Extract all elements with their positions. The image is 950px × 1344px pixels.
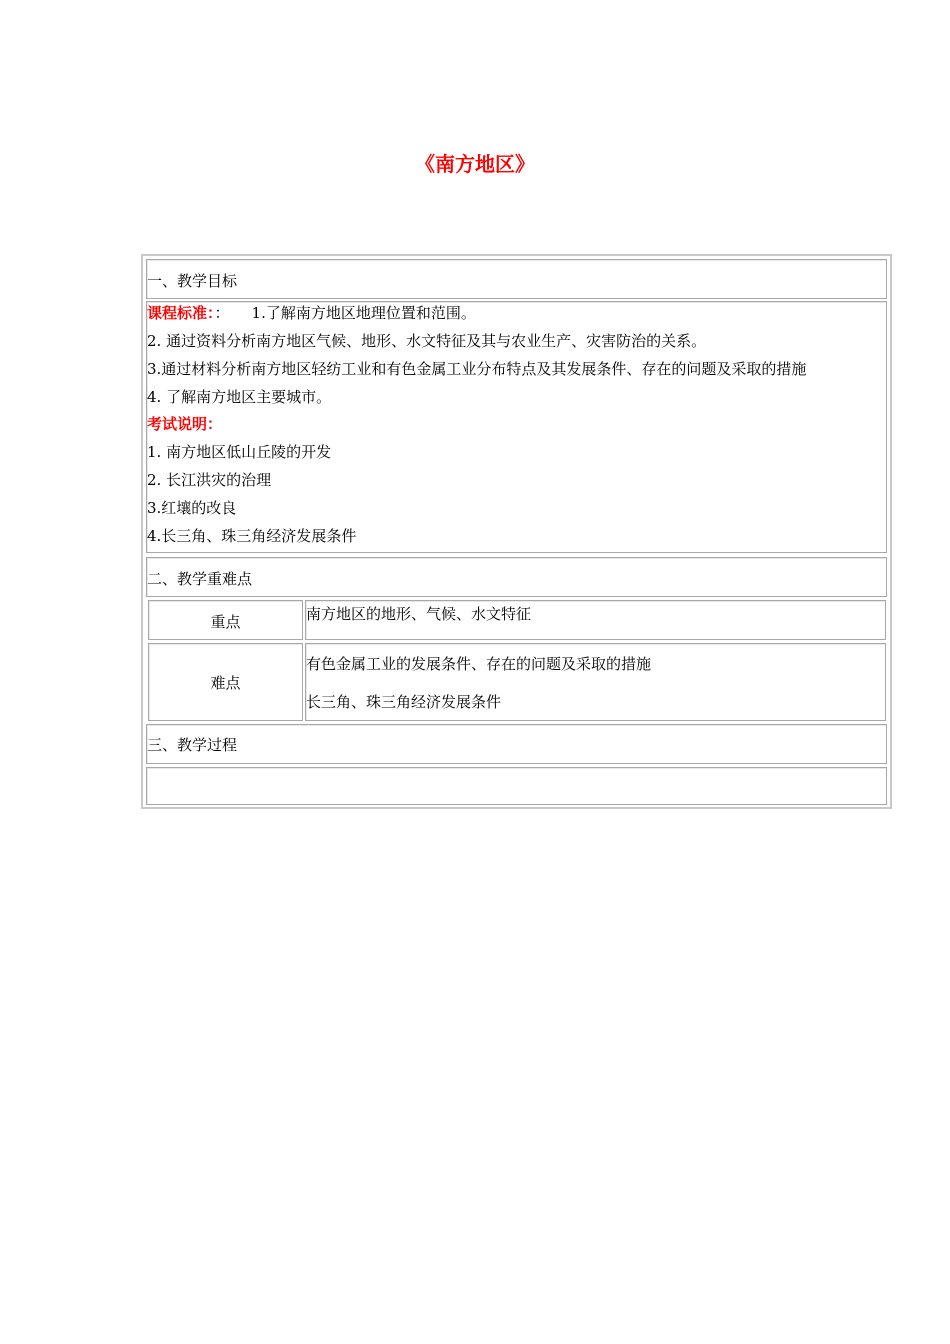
curriculum-item-1: 1.了解南方地区地理位置和范围。 [251,304,476,322]
curriculum-colon: ： [214,304,230,322]
key-point-label-cell [148,600,303,640]
section2-heading-cell [146,557,887,597]
exam-item-4: 4.长三角、珠三角经济发展条件 [147,527,357,545]
curriculum-line [147,302,476,324]
exam-item-1: 1. 南方地区低山丘陵的开发 [147,443,332,461]
exam-item-3: 3.红壤的改良 [147,499,237,517]
key-point-content-cell [305,600,886,640]
curriculum-item-3: 3.通过材料分析南方地区轻纺工业和有色金属工业分布特点及其发展条件、存在的问题及采取的措施 [147,360,807,378]
section2-heading: 二、教学重难点 [147,570,253,588]
section1-heading: 一、教学目标 [147,272,238,290]
difficult-point-label: 难点 [210,674,241,692]
difficult-point-label-cell [148,643,303,721]
difficult-point-line-2: 长三角、珠三角经济发展条件 [306,693,502,711]
difficult-point-content-cell [305,643,886,721]
key-point-content: 南方地区的地形、气候、水文特征 [306,605,532,623]
section3-heading: 三、教学过程 [147,736,238,754]
curriculum-item-4: 4. 了解南方地区主要城市。 [147,388,332,406]
section1-heading-cell [146,259,887,299]
difficult-point-line-1: 有色金属工业的发展条件、存在的问题及采取的措施 [306,655,652,673]
curriculum-label: 课程标准： [147,304,215,322]
section3-content-cell [146,767,887,805]
curriculum-item-2: 2. 通过资料分析南方地区气候、地形、水文特征及其与农业生产、灾害防治的关系。 [147,332,707,350]
document-title: 《南方地区》 [415,152,535,176]
lesson-plan-table [141,254,892,809]
key-point-label: 重点 [210,613,241,631]
exam-item-2: 2. 长江洪灾的治理 [147,471,272,489]
section1-content-cell [146,301,887,553]
section3-heading-cell [146,724,887,764]
exam-label: 考试说明： [147,415,223,433]
